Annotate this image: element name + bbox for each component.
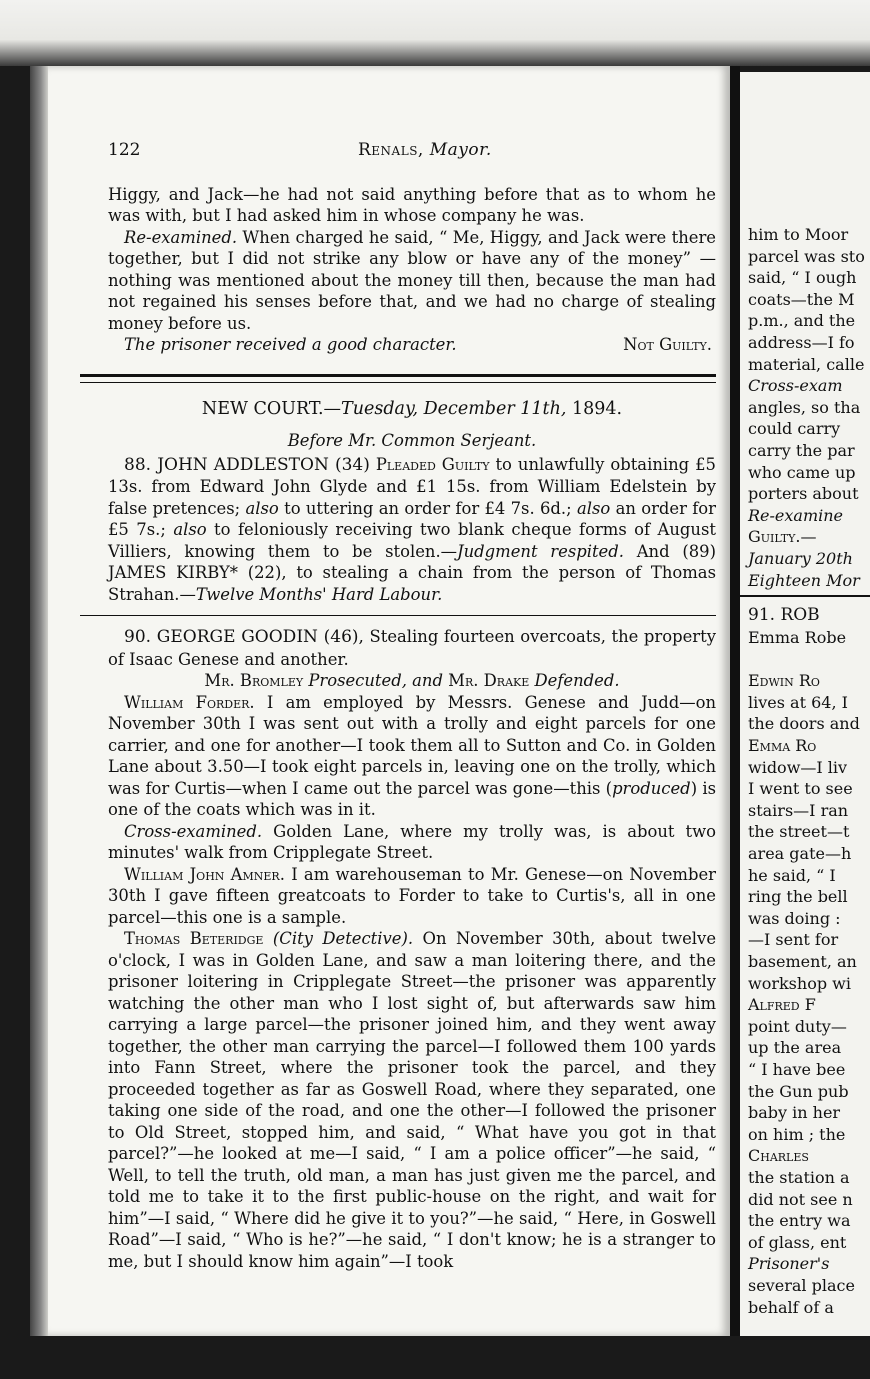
right-rule <box>740 595 870 597</box>
right-line: could carry <box>748 419 841 439</box>
right-line: point duty— <box>748 1016 847 1036</box>
forder-paragraph <box>108 692 716 821</box>
cross-examined-paragraph <box>108 821 716 864</box>
background-strip-bottom <box>0 1336 870 1379</box>
right-line: angles, so tha <box>748 397 861 417</box>
running-title <box>358 140 492 162</box>
right-line: Guilty.— <box>748 527 817 547</box>
case-88-text-5: And (89) JAMES KIRBY* (22), to stealing a chain from the person of Thomas Strahan.— <box>108 541 716 604</box>
beteridge-role: (City Detective). <box>272 929 414 948</box>
forder-text-2: ) is one of the coats which was in it. <box>108 778 716 819</box>
right-line: coats—the M <box>748 289 855 309</box>
forder-name: William Forder. <box>124 692 255 712</box>
right-line: was doing : <box>748 908 841 928</box>
case-88-plea: Pleaded Guilty <box>375 454 490 474</box>
case-88-judgment: Judgment respited. <box>457 541 624 561</box>
counsel-line <box>108 670 716 692</box>
right-line: Cross-exam <box>748 376 843 396</box>
case-90-lead: 90. GEORGE GOODIN (46), <box>124 627 364 647</box>
beteridge-paragraph <box>108 928 716 1272</box>
left-column <box>108 140 716 1272</box>
counsel-2: Mr. Drake <box>448 671 530 690</box>
case-90-charge: Stealing fourteen overcoats, the property of Isaac Genese and another. <box>108 627 716 669</box>
verdict: Not Guilty. <box>623 335 712 354</box>
case-88-also-2: also <box>576 498 611 518</box>
right-line: the entry wa <box>748 1211 851 1231</box>
case-88-also-1: also <box>245 498 279 518</box>
page-number: 122 <box>108 140 141 160</box>
reexamined-paragraph <box>108 227 716 335</box>
right-line: ring the bell <box>748 887 848 907</box>
right-line: several place <box>748 1275 855 1295</box>
book-gutter <box>730 66 740 1356</box>
beteridge-text: On November 30th, about twelve o'clock, I was in Golden Lane, and saw a man loitering there, and the prisoner loitering in Cripplegate Street—the prisoner was apparently watching the other man who I lost sight of, but afterwards saw him carrying a large parcel—the prisoner joined him, and they went away together, the other man carrying the parcel—I followed them 100 yards into Fann Street, where the prisoner took the parcel, and they proceeded together as far as Goswell Road, where they separated, one taking one side of the road, and one the other—I followed the prisoner to Old Street, stopped him, and said, “ What have you got in that parcel?”—he looked at me—I said, “ I am a police officer”—he said, “ Well, to tell the truth, old man, a man has just given me the parcel, and told me to take it to the first public-house on the right, and wait for him”—I said, “ Where did he give it to you?”—he said, “ Here, in Goswell Road”—I said, “ Who is he?”—he said, “ I don't know; he is a stranger to me, but I should know him again”—I took <box>108 929 717 1271</box>
cross-label: Cross-examined. <box>124 821 263 841</box>
right-line: area gate—h <box>748 844 852 864</box>
right-line: —I sent for <box>748 930 839 950</box>
right-line: Charles <box>748 1146 809 1166</box>
court-date: Tuesday, December 11th, <box>341 398 567 419</box>
court-heading <box>108 399 716 421</box>
running-title-office: Mayor. <box>429 140 492 160</box>
right-line: workshop wi <box>748 973 851 993</box>
section-rule-single <box>80 615 716 616</box>
right-line: porters about <box>748 484 859 504</box>
reexamined-text: When charged he said, “ Me, Higgy, and Jack were there together, but I did not strike any blow or have any of the money” —nothing was mentioned about the money till then, because the man had not regained his senses before that, and we had no charge of stealing money before us. <box>108 227 716 333</box>
right-line: basement, an <box>748 952 857 971</box>
right-line: baby in her <box>748 1103 841 1123</box>
right-gap <box>748 648 870 670</box>
character-line: The prisoner received a good character. <box>124 335 457 354</box>
right-line: stairs—I ran <box>748 800 849 820</box>
right-line: lives at 64, I <box>748 692 848 712</box>
right-line: Emma Robe <box>748 627 847 647</box>
right-line: Re-examine <box>748 505 844 525</box>
carryover-paragraph: Higgy, and Jack—he had not said anything before that as to whom he was with, but I had asked him in whose company he was. <box>108 184 716 225</box>
page-right <box>740 72 870 1338</box>
running-title-name: Renals, <box>358 140 424 160</box>
reexamined-label: Re-examined. <box>124 227 238 247</box>
right-line: material, calle <box>748 354 865 374</box>
right-line: p.m., and the <box>748 311 856 331</box>
right-line: up the area <box>748 1038 842 1058</box>
counsel-1: Mr. Bromley <box>204 671 304 690</box>
case-88-lead: 88. JOHN ADDLESTON (34) <box>124 454 370 475</box>
right-column <box>748 224 870 1318</box>
before-line <box>108 430 716 452</box>
case-88-sentence: Twelve Months' Hard Labour. <box>195 584 443 604</box>
section-rule-double <box>80 374 716 383</box>
right-line: behalf of a <box>748 1297 834 1317</box>
right-line: Alfred F <box>748 995 816 1015</box>
right-line: address—I fo <box>748 332 855 352</box>
right-line: of glass, ent <box>748 1232 847 1252</box>
right-line: Prisoner's <box>748 1254 830 1274</box>
amner-name: William John Amner. <box>124 864 285 884</box>
amner-paragraph <box>108 864 716 929</box>
case-88-paragraph <box>108 454 716 606</box>
right-line: “ I have bee <box>748 1059 846 1079</box>
right-line: Edwin Ro <box>748 671 820 691</box>
court-year: 1894. <box>572 398 623 419</box>
right-line: said, “ I ough <box>748 268 857 288</box>
right-line: the street—t <box>748 822 850 842</box>
right-line: the doors and <box>748 714 860 734</box>
counsel-prosecuted: Prosecuted, and <box>308 671 443 690</box>
case-88-text-2: to uttering an order for £4 7s. 6d.; <box>284 498 572 518</box>
character-verdict-line <box>108 334 712 356</box>
page-header <box>108 140 716 162</box>
right-line: the Gun pub <box>748 1081 849 1101</box>
right-line: did not see n <box>748 1189 853 1209</box>
right-line: he said, “ I <box>748 865 836 885</box>
right-line: I went to see <box>748 779 853 799</box>
case-88-text-3: an order for £5 7s.; <box>108 498 716 539</box>
page-edge-left <box>30 66 48 1346</box>
case-90-paragraph <box>108 626 716 670</box>
right-line: 91. ROB <box>748 605 820 626</box>
case-88-text-1: to unlawfully obtaining £5 13s. from Edward John Glyde and £1 15s. from William Edelstein by false pretences; <box>108 454 716 518</box>
right-line: on him ; the <box>748 1124 846 1144</box>
case-88-also-3: also <box>173 520 207 539</box>
forder-text-1: I am employed by Messrs. Genese and Judd—on November 30th I was sent out with a trolly and eight parcels for one carrier, and one for another—I took them all to Sutton and Co. in Golden Lane about 3.50—I took eight parcels in, leaving one on the trolly, which was for Curtis—when I came out the parcel was gone—this ( <box>108 692 717 798</box>
right-line: widow—I liv <box>748 757 848 777</box>
right-line: parcel was sto <box>748 246 865 266</box>
right-line: Eighteen Mor <box>748 570 860 590</box>
right-line: carry the par <box>748 440 855 460</box>
cross-text: Golden Lane, where my trolly was, is about two minutes' walk from Cripplegate Street. <box>108 821 716 862</box>
right-line: who came up <box>748 462 856 482</box>
before-line-text: Before Mr. Common Serjeant. <box>287 431 537 450</box>
beteridge-name: Thomas Beteridge <box>124 929 264 948</box>
right-line: the station a <box>748 1167 850 1187</box>
right-line: him to Moor <box>748 225 849 244</box>
right-line: January 20th <box>748 548 853 568</box>
court-name: NEW COURT.— <box>201 398 342 419</box>
counsel-defended: Defended. <box>534 671 620 690</box>
amner-text: I am warehouseman to Mr. Genese—on November 30th I gave fifteen greatcoats to Forder to take to Curtis's, all in one parcel—this one is a sample. <box>108 864 717 927</box>
background-strip-top <box>0 0 870 66</box>
right-line: Emma Ro <box>748 736 817 756</box>
forder-produced: produced <box>612 778 691 798</box>
case-88-text-4: to feloniously receiving two blank cheque forms of August Villiers, knowing them to be stolen.— <box>108 520 716 561</box>
